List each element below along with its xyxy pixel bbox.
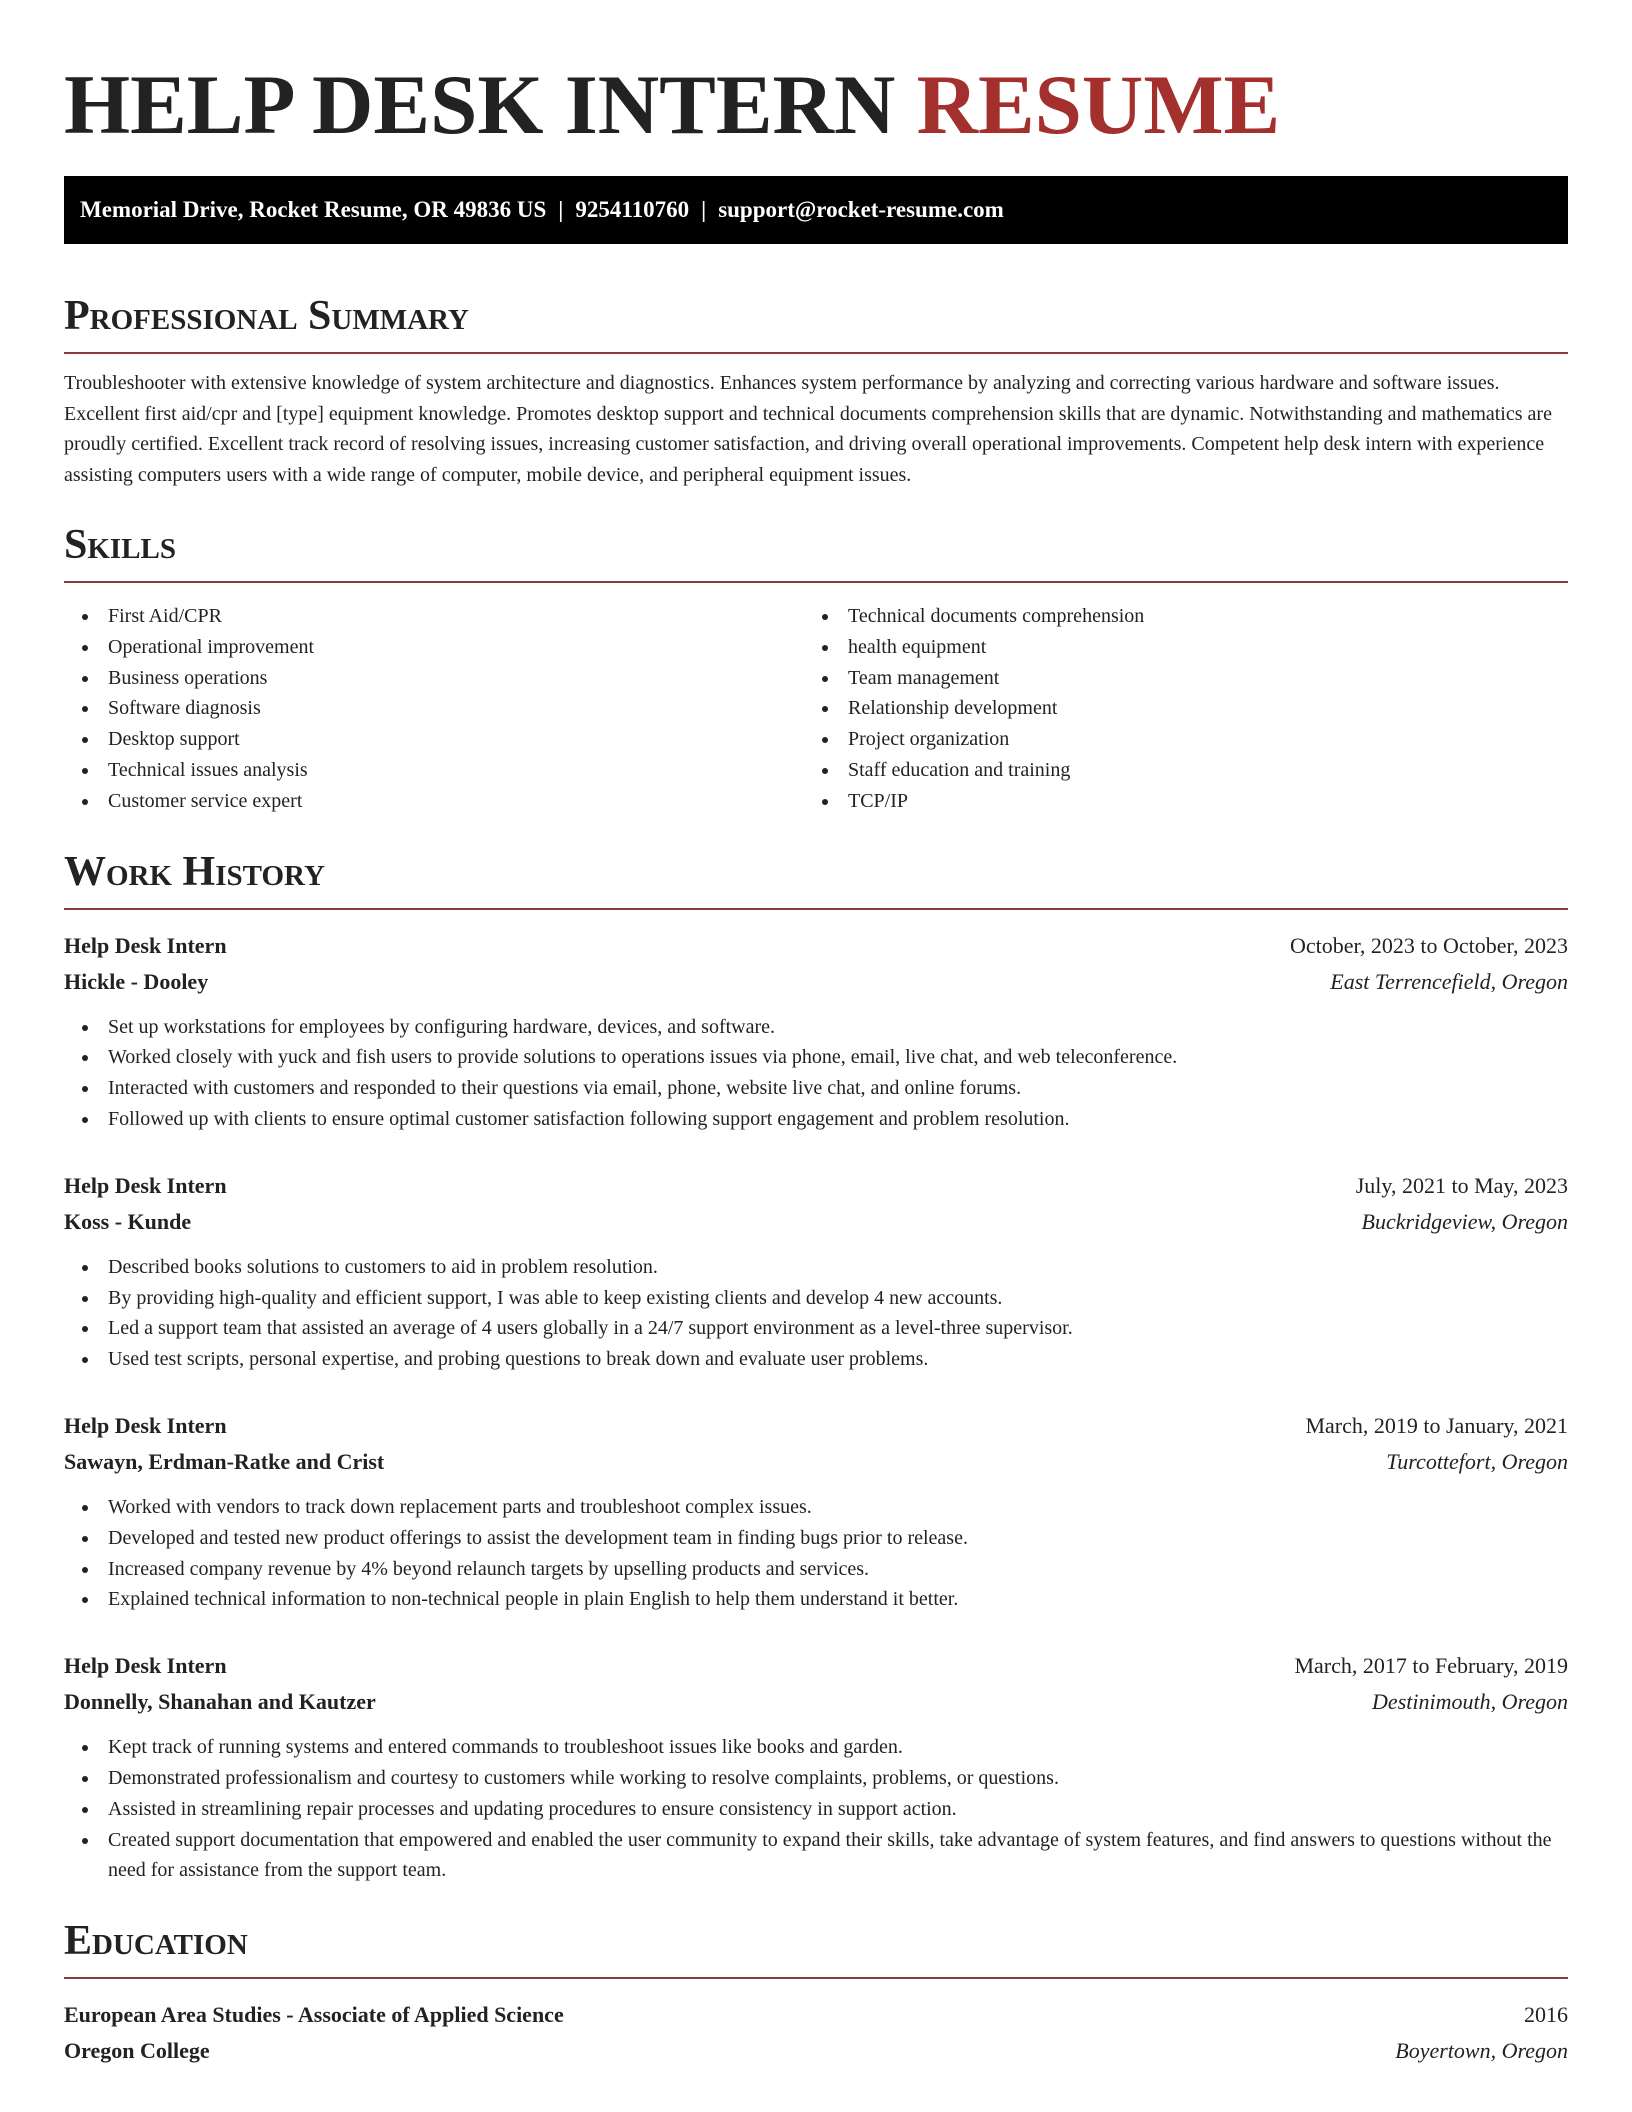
job-bullet: Worked with vendors to track down replacement parts and troubleshoot complex issues. — [64, 1492, 1568, 1523]
skill-item: Business operations — [64, 663, 804, 694]
section-divider — [64, 581, 1568, 583]
job-dates: March, 2017 to February, 2019 — [1294, 1653, 1568, 1679]
education-degree: European Area Studies - Associate of Applied Science — [64, 2002, 564, 2028]
job-bullet: Described books solutions to customers to aid in problem resolution. — [64, 1252, 1568, 1283]
job-bullet: Increased company revenue by 4% beyond relaunch targets by upselling products and services. — [64, 1554, 1568, 1585]
job-company-row — [64, 1204, 1568, 1240]
skill-item: Project organization — [804, 724, 1544, 755]
skills-heading: Skills — [64, 522, 177, 568]
skill-item: Relationship development — [804, 693, 1544, 724]
skill-item: First Aid/CPR — [64, 601, 804, 632]
skills-section — [64, 520, 1568, 817]
work-history-heading: Work History — [64, 848, 325, 895]
job-bullet: Developed and tested new product offerings to assist the development team in finding bugs prior to release. — [64, 1523, 1568, 1554]
education-heading: Education — [64, 1918, 248, 1965]
skill-item: Staff education and training — [804, 755, 1544, 786]
skill-item: Technical documents comprehension — [804, 601, 1544, 632]
contact-phone: 9254110760 — [575, 197, 690, 222]
education-degree-row — [64, 1997, 1568, 2033]
job-bullet: Assisted in streamlining repair processes and updating procedures to ensure consistency in support action. — [64, 1794, 1568, 1825]
job-title: Help Desk Intern — [64, 1412, 227, 1438]
contact-email: support@rocket-resume.com — [718, 197, 1004, 222]
job-bullet: Demonstrated professionalism and courtesy to customers while working to resolve complaints, problems, or questions. — [64, 1763, 1568, 1794]
job-bullet: Interacted with customers and responded to their questions via email, phone, website live chat, and online forums. — [64, 1073, 1568, 1104]
job-bullets — [64, 1732, 1568, 1886]
job-company-row — [64, 1444, 1568, 1480]
education-year: 2016 — [1524, 2002, 1568, 2028]
education-school-row — [64, 2033, 1568, 2069]
job-entry — [64, 928, 1568, 1135]
job-title-row — [64, 1168, 1568, 1204]
education-section — [64, 1916, 1568, 2069]
job-entry — [64, 1408, 1568, 1615]
job-company: Sawayn, Erdman-Ratke and Crist — [64, 1448, 385, 1474]
job-dates: July, 2021 to May, 2023 — [1355, 1172, 1568, 1198]
skills-list-left — [64, 601, 804, 817]
skill-item: Operational improvement — [64, 632, 804, 663]
education-school: Oregon College — [64, 2038, 210, 2064]
contact-separator: | — [701, 197, 707, 222]
section-divider — [64, 908, 1568, 910]
section-divider — [64, 1977, 1568, 1979]
skill-item: Desktop support — [64, 724, 804, 755]
education-entry — [64, 1997, 1568, 2069]
contact-separator: | — [558, 197, 564, 222]
job-location: Turcottefort, Oregon — [1386, 1448, 1568, 1474]
resume-page — [64, 0, 1568, 2069]
skills-list-right — [804, 601, 1544, 817]
section-divider — [64, 352, 1568, 354]
job-bullet: Followed up with clients to ensure optimal customer satisfaction following support engagement and problem resolution. — [64, 1104, 1568, 1135]
job-dates: October, 2023 to October, 2023 — [1289, 932, 1568, 958]
summary-text: Troubleshooter with extensive knowledge of system architecture and diagnostics. Enhances system performance by analyzing and correcting various hardware and software issues. Excellent first aid/cpr and [type] equipment knowledge. Promotes desktop support and technical documents comprehension skills that are dynamic. Notwithstanding and mathematics are proudly certified. Excellent track record of resolving issues, increasing customer satisfaction, and driving overall operational improvements. Competent help desk intern with experience assisting computers users with a wide range of computer, mobile device, and peripheral equipment issues. — [64, 372, 1552, 486]
job-bullet: By providing high-quality and efficient support, I was able to keep existing clients and develop 4 new accounts. — [64, 1283, 1568, 1314]
job-location: Destinimouth, Oregon — [1372, 1689, 1568, 1715]
summary-section — [64, 291, 1568, 490]
skill-item: Customer service expert — [64, 786, 804, 817]
skill-item: Team management — [804, 663, 1544, 694]
job-location: East Terrencefield, Oregon — [1330, 968, 1568, 994]
job-title: Help Desk Intern — [64, 1653, 227, 1679]
job-company: Hickle - Dooley — [64, 968, 209, 994]
job-title: Help Desk Intern — [64, 1172, 227, 1198]
skills-columns — [64, 601, 1568, 817]
job-title: Help Desk Intern — [64, 932, 227, 958]
job-company-row — [64, 964, 1568, 1000]
job-bullet: Kept track of running systems and entered commands to troubleshoot issues like books and garden. — [64, 1732, 1568, 1763]
job-entry — [64, 1648, 1568, 1886]
job-location: Buckridgeview, Oregon — [1361, 1208, 1568, 1234]
job-bullet: Worked closely with yuck and fish users to provide solutions to operations issues via phone, email, live chat, and web teleconference. — [64, 1042, 1568, 1073]
job-bullets — [64, 1492, 1568, 1615]
summary-heading: Professional Summary — [64, 293, 469, 339]
job-bullet: Led a support team that assisted an average of 4 users globally in a 24/7 support environment as a level-three supervisor. — [64, 1313, 1568, 1344]
job-title-row — [64, 928, 1568, 964]
education-location: Boyertown, Oregon — [1395, 2038, 1568, 2064]
job-company: Koss - Kunde — [64, 1208, 192, 1234]
job-title-row — [64, 1648, 1568, 1684]
job-bullet: Used test scripts, personal expertise, and probing questions to break down and evaluate user problems. — [64, 1344, 1568, 1375]
contact-bar — [64, 176, 1568, 244]
job-entry — [64, 1168, 1568, 1375]
job-dates: March, 2019 to January, 2021 — [1305, 1412, 1568, 1438]
job-bullets — [64, 1252, 1568, 1375]
title-main: HELP DESK INTERN — [64, 58, 896, 152]
skill-item: Software diagnosis — [64, 693, 804, 724]
job-title-row — [64, 1408, 1568, 1444]
job-bullet: Explained technical information to non-technical people in plain English to help them understand it better. — [64, 1584, 1568, 1615]
work-history-section — [64, 847, 1568, 1887]
skill-item: Technical issues analysis — [64, 755, 804, 786]
job-bullets — [64, 1012, 1568, 1135]
job-bullet: Set up workstations for employees by configuring hardware, devices, and software. — [64, 1012, 1568, 1043]
job-company-row — [64, 1684, 1568, 1720]
job-bullet: Created support documentation that empowered and enabled the user community to expand their skills, take advantage of system features, and find answers to questions without the need for assistance from the support team. — [64, 1825, 1568, 1887]
contact-address: Memorial Drive, Rocket Resume, OR 49836 US — [80, 197, 547, 222]
job-company: Donnelly, Shanahan and Kautzer — [64, 1689, 376, 1715]
skill-item: health equipment — [804, 632, 1544, 663]
title-accent: RESUME — [916, 58, 1281, 152]
resume-title — [64, 0, 1568, 155]
skill-item: TCP/IP — [804, 786, 1544, 817]
